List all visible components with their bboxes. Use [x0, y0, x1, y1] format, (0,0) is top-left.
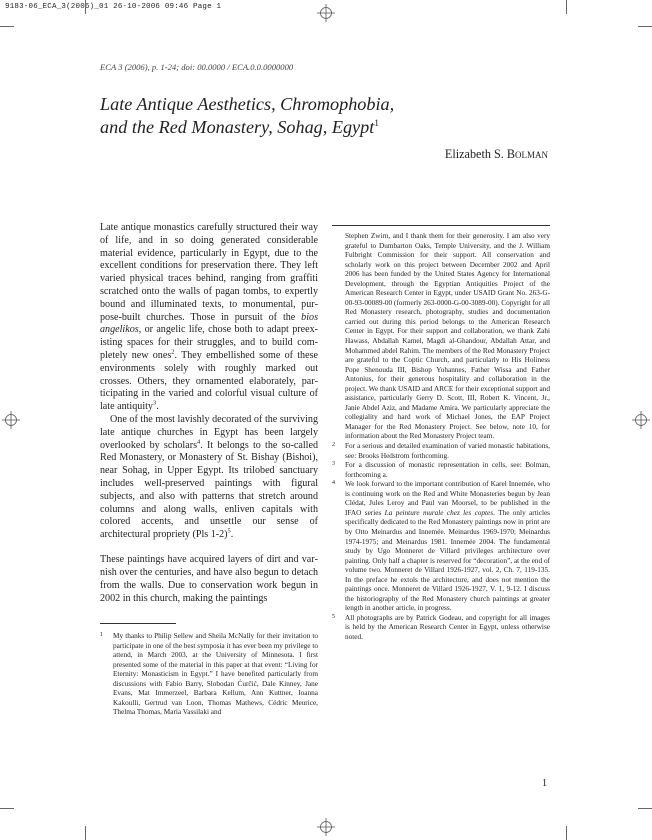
- body-p1-text-d: .: [156, 401, 159, 413]
- footnote-4-text-a: We look forward to the important contribution of Karel Innemée, who is continuing work on the Red and White Monasteries begun by Jean Clédat, Jules Leroy and Paul van Moorsel, to be published in the IFAO series: [345, 480, 550, 517]
- footnote-1-number: 1: [100, 632, 103, 638]
- body-paragraph-3: These paintings have acquired layers of dirt and varnish over the centuries, and have also begun to detach from the walls. Due to conservation work begun in 2002 in this church, making the paintings: [100, 554, 318, 604]
- body-p2-text-c: .: [230, 529, 234, 541]
- crop-mark-top-right: [566, 0, 567, 14]
- footnote-1-text: My thanks to Philip Sellew and Sheila McNally for their invitation to participate in one of the best symposia it has ever been my privilege to attend, in March 2003, at the University of Minnesota. I first presented some of the material in this paper at that event: “Living for Eternity: Monasticism in Egypt.” I have benefited particularly from discussions with Fabio Barry, Slobodan Ćurčić, Dale Kinney, Jane Evans, Mat Immerzeel, Barbara Kellum, Ann Kuttner, Ioanna Kakoulli, Gertrud van Loon, Thomas Mathews, Cédric Meurice, Thelma Thomas, Maria Vassilaki and: [113, 632, 318, 717]
- footnote-ref-2[interactable]: 2: [171, 348, 175, 356]
- footnote-4-italic: La peinture murale chez les coptes: [384, 508, 494, 517]
- citation-line: ECA 3 (2006), p. 1-24; doi: 00.0000 / ECA.0.0.0000000: [100, 62, 294, 72]
- crop-mark-bottom-right: [566, 826, 567, 840]
- footnote-rule-right: [332, 225, 550, 226]
- footnote-4: [332, 480, 550, 614]
- footnote-2-text: For a serious and detailed examination of varied monastic habitations, see: Brooks Hedstrom forthcoming.: [345, 442, 550, 460]
- footnote-2-number: 2: [332, 442, 335, 449]
- body-p1-text-b: , or angelic life, chose both to adapt preexisting spaces for their struggles, and to build completely new ones: [100, 324, 318, 361]
- footnote-1: [100, 632, 318, 718]
- title-line-2: [100, 116, 570, 139]
- registration-mark-right-icon: [632, 411, 650, 429]
- footnote-ref-4[interactable]: 4: [197, 438, 201, 446]
- title-line-2-text: and the Red Monastery, Sohag, Egypt: [100, 116, 375, 137]
- printer-slug: 9183-06_ECA_3(2006)_01 26-10-2006 09:46 Page 1: [5, 3, 222, 11]
- crop-mark-top-left: [85, 0, 86, 14]
- body-p1-text-c: . They embellished some of these environments solely with roughly marked out crosses. Others, they ornamented elaborately, participating in the varied and colorful visual culture of late antiquity: [100, 349, 318, 413]
- crop-mark-right-bottom: [638, 808, 652, 809]
- crop-mark-left-top: [0, 26, 14, 27]
- body-text-column: [100, 222, 318, 606]
- footnote-5-text: All photographs are by Patrick Godeau, and copyright for all images is held by the American Research Center in Egypt, unless otherwise noted.: [345, 613, 550, 641]
- footnote-4-number: 4: [332, 480, 335, 487]
- footnote-5: [332, 614, 550, 643]
- registration-mark-top-icon: [317, 4, 335, 22]
- footnote-ref-5[interactable]: 5: [227, 527, 231, 535]
- body-p2-text-b: . It belongs to the so-called Red Monastery, or Monastery of St. Bishay (Bishoi), near Sohag, in Upper Egypt. Its trilobed sanctuary includes well-preserved paintings with figural subjects, and also with patterns that stretch around columns and along walls, enliven capitals with colored accents, and unsettle our sense of architectural propriety (Pls 1-2): [100, 439, 318, 541]
- body-p1-italic: bios angelikos: [100, 311, 318, 336]
- footnotes-left-column: [100, 632, 318, 718]
- author-given-name: Elizabeth S.: [444, 147, 507, 161]
- footnote-2: [332, 442, 550, 461]
- registration-mark-bottom-icon: [317, 818, 335, 836]
- crop-mark-right-top: [638, 26, 652, 27]
- crop-mark-bottom-left: [85, 826, 86, 840]
- footnote-3: [332, 461, 550, 480]
- footnote-4-text-b: . The only articles specifically dedicated to the Red Monastery paintings now in print are by Otto Meinardus and Innemée. Meinardus 1969-1970; Meinardus 1974-1975; and Meinardus 1981. Innemée 2004. The fundamental study by Ugo Monneret de Villard privileges architecture over painting. Only half a chapter is reserved for “decoration”, at the end of volume two. Monneret de Villard 1926-1927, vol. 2, Ch. 7, 119-135. In the preface he extols the architecture, and does not mention the paintings once. Monneret de Villard 1926-1927, V. 1, 9-12. I discuss the historiography of the Red Monastery church paintings at greater length in another article, in progress.: [345, 508, 551, 613]
- footnote-3-text: For a discussion of monastic representation in cells, see: Bolman, forthcoming a.: [345, 461, 550, 479]
- title-note-ref[interactable]: 1: [374, 118, 380, 129]
- footnote-3-number: 3: [332, 461, 335, 468]
- body-paragraph-2: [100, 414, 318, 542]
- footnote-1-continued: Stephen Zwirn, and I thank them for their generosity. I am also very grateful to Dumbarton Oaks, Temple University, and the J. William Fulbright Commission for their support. All conservation and scholarly work on this project between December 2002 and April 2006 has been funded by the United States Agency for International Development, through the Egyptian Antiquities Project of the American Research Center in Egypt, under USAID Grant No. 263-G-00-93-00089-00 (formerly 263-0000-G-00-3089-00). Copyright for all Red Monastery research, photography, studies and documentation carried out during this period belongs to the American Research Center in Egypt. For their support and collaboration, we thank Zahi Hawass, Abdallah Kamel, Magdi al-Ghandour, Abdallah Attar, and Mohammed abdel Rahim. The members of the Red Monastery Project are grateful to the Coptic Church, and particularly to His Holiness Pope Shenouda III, Bishop Yohannes, Father Wissa and Father Antonius, for their generous hospitality and collaboration in the project. We thank USAID and ARCE for their exceptional support and assistance, particularly Gerry D. Scott, III, Robert K. Vincent, Jr., Janie Abdel Aziz, and Madame Amira. We particularly appreciate the collegiality and hard work of Michael Jones, the EAP Project Manager for the Red Monastery Project. See below, note 10, for information about the Red Monastery Project team.: [345, 232, 550, 441]
- footnotes-right-column: [332, 232, 550, 643]
- crop-mark-left-bottom: [0, 808, 14, 809]
- page-number: 1: [542, 778, 547, 789]
- footnote-rule-left: [100, 623, 176, 624]
- body-p2-text-a: One of the most lavishly decorated of the surviving late antique churches in Egypt has been largely overlooked by scholars: [100, 413, 318, 451]
- registration-mark-left-icon: [2, 411, 20, 429]
- title-line-1: Late Antique Aesthetics, Chromophobia,: [100, 94, 395, 114]
- article-title: [100, 93, 570, 138]
- footnote-ref-3[interactable]: 3: [152, 399, 157, 407]
- author-name: [445, 147, 548, 162]
- body-paragraph-1: [100, 222, 318, 414]
- author-surname: Bolman: [506, 147, 548, 161]
- body-p1-text-a: Late antique monastics carefully structured their way of life, and in so doing generated considerable material evidence, particularly in Egypt, due to the excellent conditions for preservation there. They left varied physical traces behind, ranging from graffiti scratched onto the walls of pagan tombs, to expertly bound and illuminated texts, to monumental, purpose-built churches. Those in pursuit of the: [100, 222, 318, 323]
- footnote-5-number: 5: [332, 613, 335, 620]
